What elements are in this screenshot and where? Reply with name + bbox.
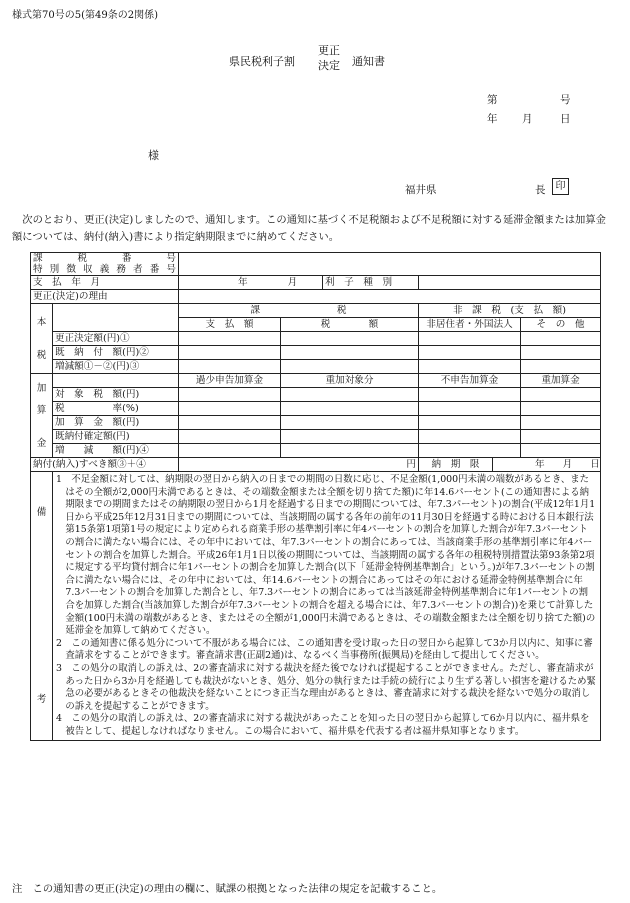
total-due-value[interactable]: 円 xyxy=(179,458,419,472)
seal-mark: 印 xyxy=(552,178,569,195)
cell-input[interactable] xyxy=(281,416,419,430)
cell-input[interactable] xyxy=(419,346,521,360)
cell-input[interactable] xyxy=(521,388,601,402)
title-decide: 決定 xyxy=(318,59,340,72)
date-year: 年 xyxy=(487,113,498,125)
row-rate: 税 率(%) xyxy=(53,402,179,416)
interest-type-value[interactable] xyxy=(419,276,601,290)
title-notice: 通知書 xyxy=(352,55,385,68)
col-heavy: 重加算金 xyxy=(521,374,601,388)
number-suffix: 号 xyxy=(560,94,571,106)
cell-input[interactable] xyxy=(521,332,601,346)
form-id: 様式第70号の5(第49条の2関係) xyxy=(12,10,158,21)
taxable-header: 課 税 xyxy=(179,304,419,318)
number-prefix: 第 xyxy=(487,94,498,106)
cell-input[interactable] xyxy=(521,444,601,458)
payment-date-value[interactable]: 年 月 xyxy=(179,276,323,290)
cell-input[interactable] xyxy=(179,332,281,346)
taxpayer-no-value[interactable] xyxy=(179,253,601,276)
cell-input[interactable] xyxy=(179,416,281,430)
cell-input[interactable] xyxy=(179,346,281,360)
col-heavy-target: 重加対象分 xyxy=(281,374,419,388)
due-date-label: 納 期 限 xyxy=(419,458,493,472)
cell-input[interactable] xyxy=(419,444,521,458)
cell-input[interactable] xyxy=(419,416,521,430)
col-underreport: 過少申告加算金 xyxy=(179,374,281,388)
col-payment: 支 払 額 xyxy=(179,318,281,332)
notice-table xyxy=(30,252,601,741)
payment-date-label: 支 払 年 月 xyxy=(31,276,179,290)
cell-input[interactable] xyxy=(419,402,521,416)
row-target-tax: 対 象 税 額(円) xyxy=(53,388,179,402)
cell-input[interactable] xyxy=(179,402,281,416)
note-2: 2 この通知書に係る処分について不服がある場合には、この通知書を受け取った日の翌日から起算して3か月以内に、知事に審査請求をすることができます。審査請求書(正副2通)は、なるべく当事務所(振興局)を経由して提出してください。 xyxy=(56,637,593,662)
cell-input[interactable] xyxy=(521,430,601,444)
cell-input[interactable] xyxy=(521,360,601,374)
cell-input[interactable] xyxy=(179,360,281,374)
cell-input[interactable] xyxy=(179,430,281,444)
cell-input[interactable] xyxy=(419,388,521,402)
footnote: 注 この通知書の更正(決定)の理由の欄に、賦課の根拠となった法律の規定を記載すること。 xyxy=(12,883,443,895)
title-correction-decision xyxy=(318,43,340,73)
cell-input[interactable] xyxy=(281,430,419,444)
date-day: 日 xyxy=(560,113,571,125)
row-paid-amount: 既 納 付 額(円)② xyxy=(53,346,179,360)
due-date-value[interactable]: 年 月 日 xyxy=(493,458,601,472)
cell-input[interactable] xyxy=(419,430,521,444)
intro-text: 次のとおり、更正(決定)しましたので、通知します。この通知に基づく不足税額および不足税額に対する延滞金額または加算金額については、納付(納入)書により指定納期限までに納めてください。 xyxy=(12,214,606,243)
col-nonreport: 不申告加算金 xyxy=(419,374,521,388)
date-month: 月 xyxy=(522,113,533,125)
note-3: 3 この処分の取消しの訴えは、2の審査請求に対する裁決を経た後でなければ提起することができません。ただし、審査請求があった日から3か月を経過しても裁決がないとき、処分、処分の執行または手続の続行により生ずる著しい損害を避けるため緊急の必要があるときその他裁決を経ないことにつき正当な理由があるときは、審査請求に対する裁決を経ないで処分の取消しの訴えを提起することができます。 xyxy=(56,662,596,712)
remarks-label: 備 考 xyxy=(31,472,53,741)
cell-input[interactable] xyxy=(281,402,419,416)
cell-input[interactable] xyxy=(281,388,419,402)
section-main-tax: 本 税 xyxy=(31,304,53,374)
row-increase-decrease: 増 減 額(円)④ xyxy=(53,444,179,458)
section-additional: 加 算 金 xyxy=(31,374,53,458)
cell-input[interactable] xyxy=(281,360,419,374)
row-added-amount: 加 算 金 額(円) xyxy=(53,416,179,430)
cell-input[interactable] xyxy=(281,444,419,458)
col-nonresident: 非居住者・外国法人 xyxy=(419,318,521,332)
col-tax-amount: 税 額 xyxy=(281,318,419,332)
cell-input[interactable] xyxy=(179,444,281,458)
cell-input[interactable] xyxy=(521,402,601,416)
cell-input[interactable] xyxy=(521,346,601,360)
cell-input[interactable] xyxy=(419,332,521,346)
col-other: そ の 他 xyxy=(521,318,601,332)
row-difference: 増減額①－②(円)③ xyxy=(53,360,179,374)
cell-input[interactable] xyxy=(521,416,601,430)
title-correct: 更正 xyxy=(318,44,340,57)
remarks-notes xyxy=(53,472,601,741)
addressee: 様 xyxy=(148,149,159,162)
row-confirmed-paid: 既納付確定額(円) xyxy=(53,430,179,444)
note-4: 4 この処分の取消しの訴えは、2の審査請求に対する裁決があったことを知った日の翌日から起算して6か月以内に、福井県を被告として、提起しなければなりません。この場合において、福井県を代表する者は福井県知事となります。 xyxy=(56,713,590,737)
total-due-label: 納付(納入)すべき額③＋④ xyxy=(31,458,179,472)
reason-value[interactable] xyxy=(179,290,601,304)
cell-input[interactable] xyxy=(281,332,419,346)
taxpayer-no-label: 課 税 番 号 特別徴収義務者番号 xyxy=(31,253,179,276)
cell-input[interactable] xyxy=(281,346,419,360)
interest-type-label: 利 子 種 別 xyxy=(323,276,419,290)
issuer: 福井県 xyxy=(405,184,437,196)
cell-input[interactable] xyxy=(179,388,281,402)
row-decided-amount: 更正決定額(円)① xyxy=(53,332,179,346)
reason-label: 更正(決定)の理由 xyxy=(31,290,179,304)
note-1: 1 不足金額に対しては、納期限の翌日から納入の日までの期間の日数に応じ、不足金額(1,000円未満の端数があるとき、またはその全額が2,000円未満であるときは、その端数金額または全額を切り捨てた額)に年14.6パーセント(この通知書による納期限までの期間またはその納期限の翌日から1月を経過する日までの期間については、年7.3パーセント)の割合(平成12年1月1日から平成25年12月31日までの期間については、当該期間の属する各年の前年の11月30日を経過する時における日本銀行法第15条第1項第1号の規定により定められる商業手形の基準割引率に年4パーセントの割合を加算した割合が年7.3パーセントの割合に満たない場合には、その年中においては、年7.3パーセントの割合にあっては、当該商業手形の基準割引率に年4パーセントの割合を加算した割合。平成26年1月1日以後の期間については、当該期間の属する各年の租税特別措置法第93条第2項に規定する平均貸付割合に年1パーセントの割合を加算した割合(以下「延滞金特例基準割合」という。)が年7.3パーセントの割合に満たない場合には、その年中においては、年14.6パーセントの割合にあってはその年における延滞金特例基準割合に年7.3パーセントの割合を加算した割合とし、年7.3パーセントの割合にあっては当該延滞金特例基準割合に年1パーセントの割合を加算した割合(当該加算した割合が年7.3パーセントの割合を超える場合には、年7.3パーセントの割合))を乗じて計算した金額(100円未満の端数があるとき、またはその全額が1,000円未満であるときは、その端数金額または全額を切り捨てた額)の延滞金を加算して納めてください。 xyxy=(56,474,596,637)
title-tax-name: 県民税利子割 xyxy=(229,55,295,68)
issuer-chief: 長 xyxy=(535,184,546,196)
cell-input[interactable] xyxy=(419,360,521,374)
nontaxable-header: 非 課 税 (支 払 額) xyxy=(419,304,601,318)
